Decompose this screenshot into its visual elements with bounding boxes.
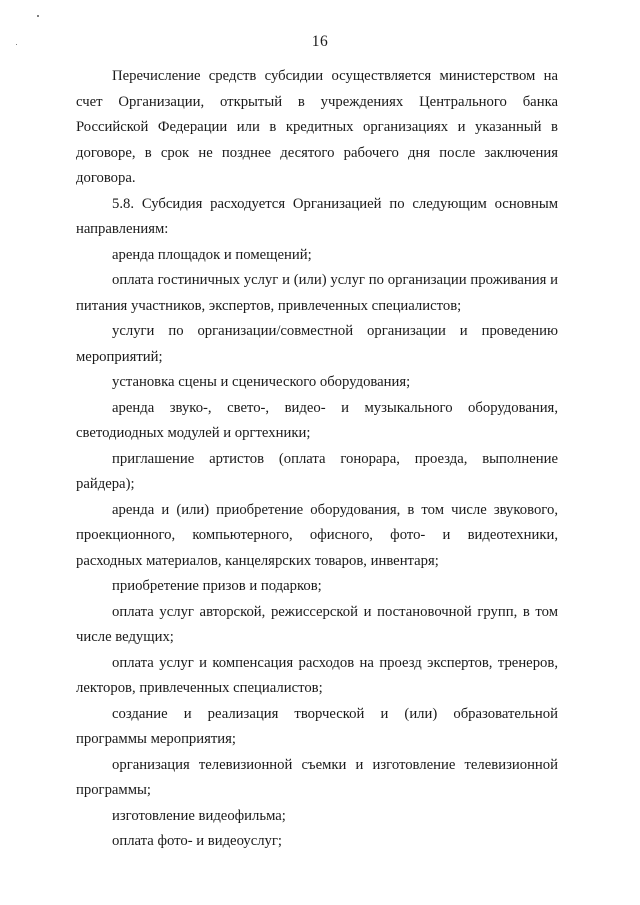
list-item: установка сцены и сценического оборудования; — [112, 374, 411, 390]
list-item: аренда звуко-, свето-, видео- и музыкального оборудования, светодиодных модулей и оргтехники; — [76, 399, 558, 441]
list-item: оплата услуг и компенсация расходов на проезд экспертов, тренеров, лекторов, привлеченных специалистов; — [76, 654, 558, 696]
list-item: создание и реализация творческой и (или) образовательной программы мероприятия; — [76, 705, 558, 747]
document-body — [76, 64, 558, 855]
list-item: оплата фото- и видеоуслуг; — [112, 833, 283, 849]
list-item: приобретение призов и подарков; — [112, 578, 322, 594]
paragraph-transfer-terms: Перечисление средств субсидии осуществляется министерством на счет Организации, открытый в учреждениях Центрального банка Российской Федерации или в кредитных организациях и указанный в договоре, в срок не позднее десятого рабочего дня после заключения договора. — [76, 68, 558, 186]
list-item: организация телевизионной съемки и изготовление телевизионной программы; — [76, 756, 558, 798]
scan-speck — [37, 15, 39, 17]
list-item: услуги по организации/совместной организации и проведению мероприятий; — [76, 323, 558, 365]
list-item: оплата услуг авторской, режиссерской и постановочной групп, в том числе ведущих; — [76, 603, 558, 645]
page-number: 16 — [311, 33, 329, 50]
list-item: изготовление видеофильма; — [112, 807, 286, 824]
paragraph-5-8-heading: 5.8. Субсидия расходуется Организацией по следующим основным направлениям: — [76, 195, 558, 237]
list-item: оплата гостиничных услуг и (или) услуг по организации проживания и питания участников, экспертов, привлеченных специалистов; — [76, 272, 558, 314]
list-item: аренда и (или) приобретение оборудования, в том числе звукового, проекционного, компьютерного, офисного, фото- и видеотехники, расходных материалов, канцелярских товаров, инвентаря; — [76, 501, 558, 569]
list-item: приглашение артистов (оплата гонорара, проезда, выполнение райдера); — [76, 450, 558, 492]
list-item: аренда площадок и помещений; — [112, 246, 312, 263]
